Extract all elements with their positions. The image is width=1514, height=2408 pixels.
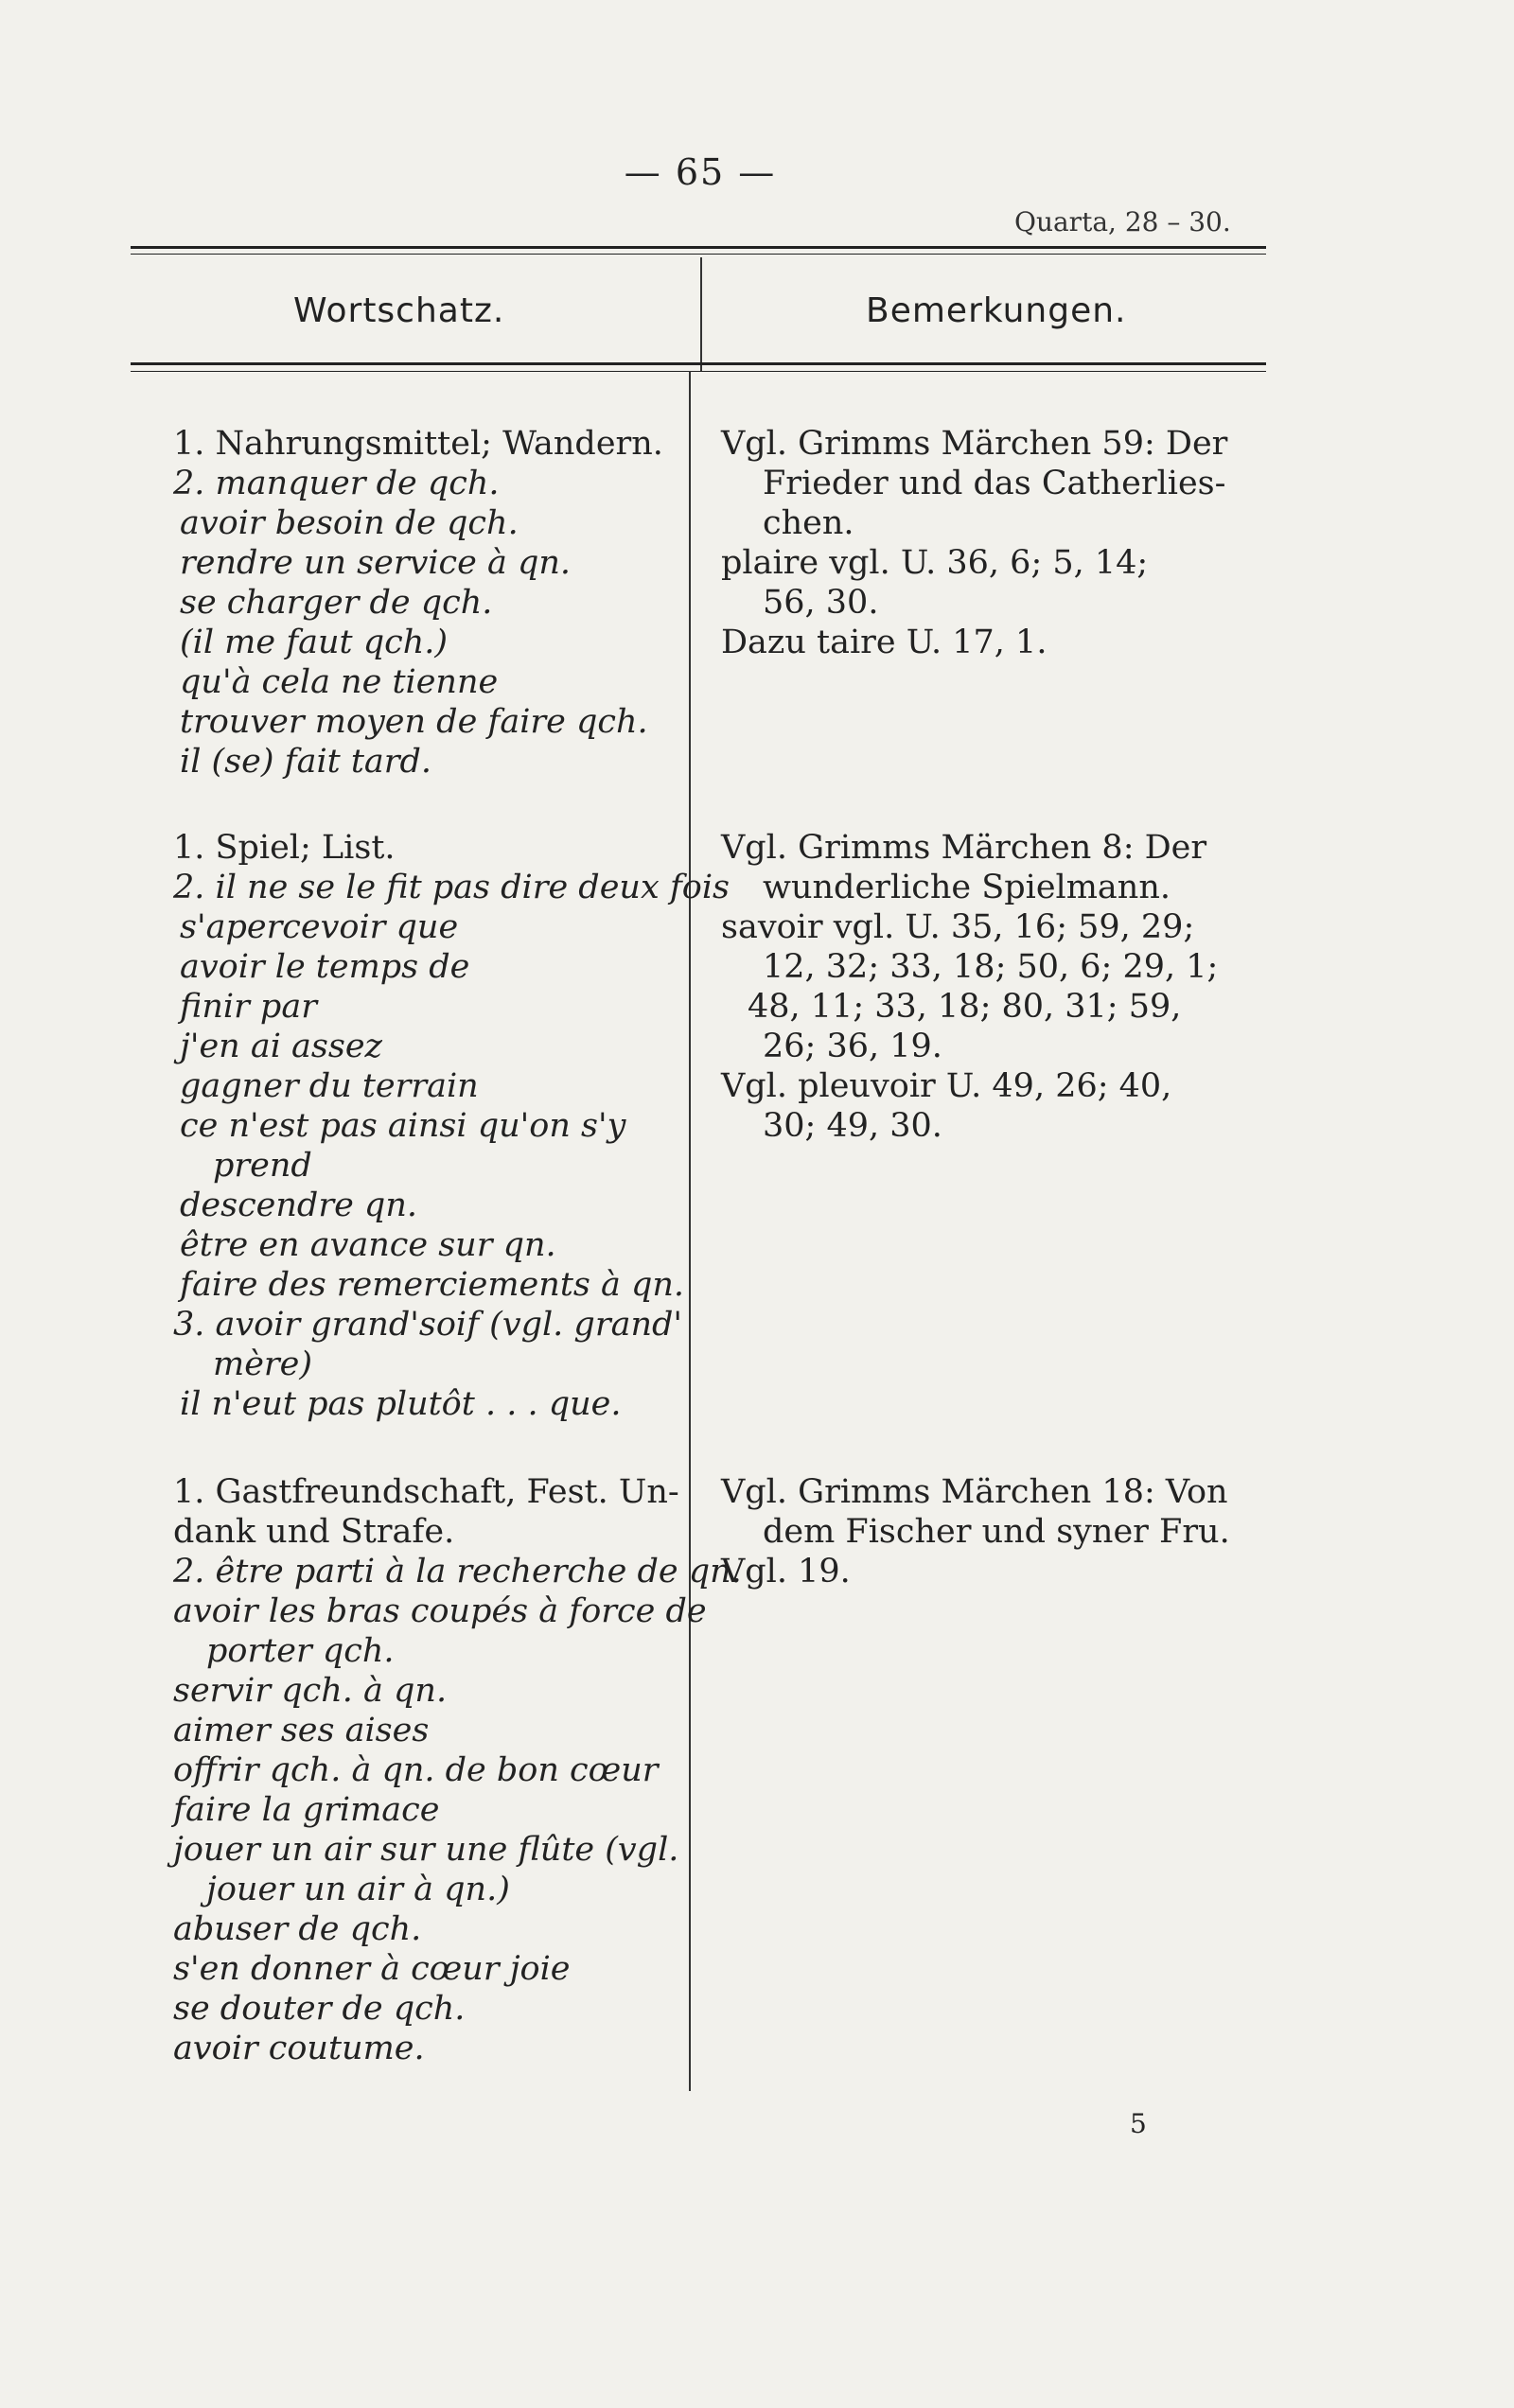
mid-rule bbox=[131, 362, 1266, 365]
wortschatz-line: se charger de qch. bbox=[180, 584, 493, 622]
wortschatz-line: jouer un air à qn.) bbox=[206, 1871, 510, 1908]
wortschatz-line: rendre un service à qn. bbox=[180, 544, 572, 582]
bemerkungen-line: 56, 30. bbox=[763, 584, 879, 622]
bemerkungen-line: savoir vgl. U. 35, 16; 59, 29; bbox=[721, 908, 1195, 946]
wortschatz-line: 2. manquer de qch. bbox=[173, 465, 500, 502]
wortschatz-line: servir qch. à qn. bbox=[173, 1672, 448, 1710]
col-head-bemerkungen: Bemerkungen. bbox=[866, 291, 1127, 330]
wortschatz-line: gagner du terrain bbox=[180, 1067, 479, 1105]
wortschatz-line: 1. Spiel; List. bbox=[173, 829, 396, 867]
wortschatz-line: il n'eut pas plutôt . . . que. bbox=[180, 1385, 622, 1423]
bemerkungen-line: Vgl. Grimms Märchen 18: Von bbox=[721, 1473, 1228, 1511]
wortschatz-line: il (se) fait tard. bbox=[180, 743, 432, 781]
bemerkungen-line: 30; 49, 30. bbox=[763, 1107, 942, 1145]
wortschatz-line: abuser de qch. bbox=[173, 1910, 422, 1948]
wortschatz-line: j'en ai assez bbox=[180, 1028, 382, 1065]
wortschatz-line: dank und Strafe. bbox=[173, 1513, 455, 1551]
bemerkungen-line: plaire vgl. U. 36, 6; 5, 14; bbox=[721, 544, 1149, 582]
wortschatz-line: être en avance sur qn. bbox=[180, 1226, 556, 1264]
wortschatz-line: offrir qch. à qn. de bon cœur bbox=[173, 1751, 659, 1789]
wortschatz-line: aimer ses aises bbox=[173, 1712, 430, 1749]
wortschatz-line: s'apercevoir que bbox=[180, 908, 459, 946]
mid-rule-thin bbox=[131, 371, 1266, 372]
wortschatz-line: (il me faut qch.) bbox=[180, 624, 449, 661]
bemerkungen-line: wunderliche Spielmann. bbox=[763, 869, 1171, 906]
wortschatz-line: avoir coutume. bbox=[173, 2030, 425, 2067]
wortschatz-line: trouver moyen de faire qch. bbox=[180, 703, 648, 741]
wortschatz-line: descendre qn. bbox=[180, 1186, 417, 1224]
wortschatz-line: faire des remerciements à qn. bbox=[180, 1266, 685, 1304]
bemerkungen-line: dem Fischer und syner Fru. bbox=[763, 1513, 1230, 1551]
bemerkungen-line: Vgl. 19. bbox=[721, 1553, 851, 1591]
bemerkungen-line: Frieder und das Catherlies- bbox=[763, 465, 1226, 502]
wortschatz-line: ce n'est pas ainsi qu'on s'y bbox=[180, 1107, 626, 1145]
section-reference: Quarta, 28 – 30. bbox=[1014, 206, 1231, 237]
bemerkungen-line: chen. bbox=[763, 504, 854, 542]
wortschatz-line: 2. il ne se le fit pas dire deux fois bbox=[173, 869, 731, 906]
top-rule bbox=[131, 246, 1266, 249]
wortschatz-line: porter qch. bbox=[206, 1632, 395, 1670]
wortschatz-line: avoir le temps de bbox=[180, 948, 470, 986]
bemerkungen-line: Vgl. Grimms Märchen 8: Der bbox=[721, 829, 1207, 867]
wortschatz-line: qu'à cela ne tienne bbox=[180, 663, 499, 701]
column-divider bbox=[689, 371, 691, 2091]
wortschatz-line: avoir les bras coupés à force de bbox=[173, 1592, 707, 1630]
wortschatz-line: 3. avoir grand'soif (vgl. grand' bbox=[173, 1306, 683, 1344]
wortschatz-line: 1. Gastfreundschaft, Fest. Un- bbox=[173, 1473, 679, 1511]
wortschatz-line: se douter de qch. bbox=[173, 1990, 466, 2028]
wortschatz-line: prend bbox=[213, 1147, 312, 1185]
col-head-wortschatz: Wortschatz. bbox=[293, 291, 505, 330]
bemerkungen-line: Dazu taire U. 17, 1. bbox=[721, 624, 1047, 661]
bemerkungen-line: 26; 36, 19. bbox=[763, 1028, 942, 1065]
bemerkungen-line: Vgl. Grimms Märchen 59: Der bbox=[721, 425, 1228, 463]
wortschatz-line: avoir besoin de qch. bbox=[180, 504, 519, 542]
signature-mark: 5 bbox=[1130, 2108, 1147, 2139]
wortschatz-line: jouer un air sur une flûte (vgl. bbox=[173, 1831, 679, 1869]
wortschatz-line: 1. Nahrungsmittel; Wandern. bbox=[173, 425, 663, 463]
wortschatz-line: faire la grimace bbox=[173, 1791, 440, 1829]
bemerkungen-line: 12, 32; 33, 18; 50, 6; 29, 1; bbox=[763, 948, 1219, 986]
top-rule-thin bbox=[131, 254, 1266, 255]
bemerkungen-line: Vgl. pleuvoir U. 49, 26; 40, bbox=[721, 1067, 1172, 1105]
page-number: — 65 — bbox=[624, 151, 777, 193]
wortschatz-line: finir par bbox=[180, 988, 317, 1026]
header-divider bbox=[700, 257, 702, 371]
wortschatz-line: mère) bbox=[213, 1345, 312, 1383]
wortschatz-line: s'en donner à cœur joie bbox=[173, 1950, 571, 1988]
bemerkungen-line: 48, 11; 33, 18; 80, 31; 59, bbox=[748, 988, 1182, 1026]
wortschatz-line: 2. être parti à la recherche de qn. bbox=[173, 1553, 742, 1591]
